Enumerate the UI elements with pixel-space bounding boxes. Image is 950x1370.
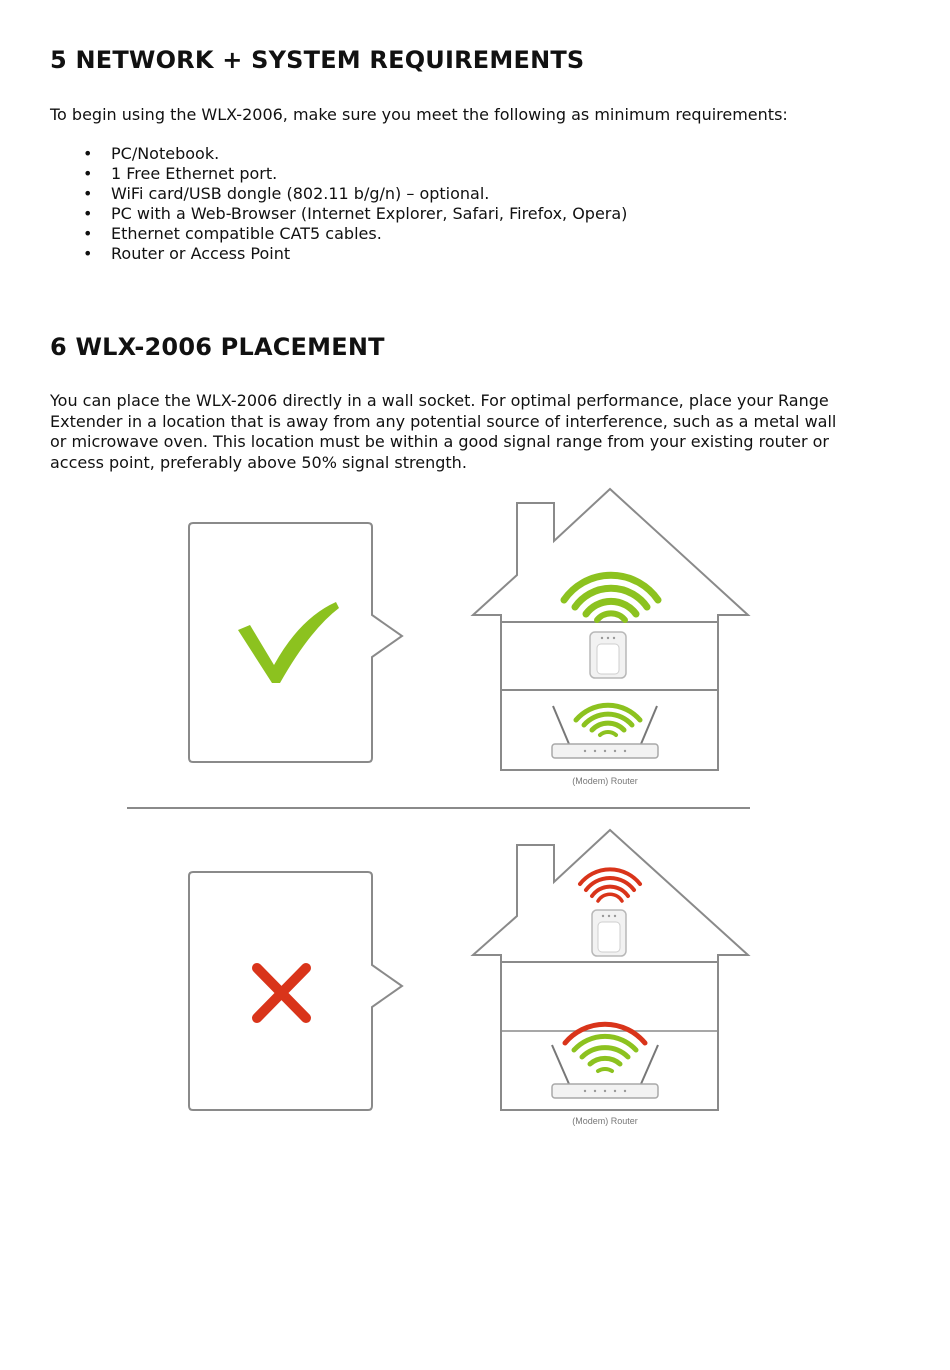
good-router-caption: (Modem) Router — [572, 776, 638, 786]
section-6-heading: 6 WLX-2006 PLACEMENT — [50, 333, 385, 361]
good-placement-illustration — [189, 489, 748, 786]
list-item: • PC/Notebook. — [50, 144, 627, 164]
bad-extender-wifi-icon — [580, 869, 640, 901]
bad-speech-bubble — [189, 872, 402, 1110]
good-extender-wifi-icon — [564, 575, 658, 620]
section-5-heading: 5 NETWORK + SYSTEM REQUIREMENTS — [50, 46, 585, 74]
list-item: • Router or Access Point — [50, 244, 627, 264]
placement-paragraph: You can place the WLX-2006 directly in a wall socket. For optimal performance, place your Range Extender in a location that is away from any potential source of interference, such as a metal wall or microwave oven. This location must be within a good signal range from your existing router or access point, preferably above 50% signal strength. — [50, 391, 837, 472]
list-item: • 1 Free Ethernet port. — [50, 164, 627, 184]
good-range-extender — [590, 632, 626, 678]
requirements-intro: To begin using the WLX-2006, make sure you meet the following as minimum requirements: — [50, 105, 788, 124]
bad-router — [552, 1045, 658, 1098]
bad-router-caption: (Modem) Router — [572, 1116, 638, 1126]
list-item: • WiFi card/USB dongle (802.11 b/g/n) – optional. — [50, 184, 627, 204]
list-item: • PC with a Web-Browser (Internet Explorer, Safari, Firefox, Opera) — [50, 204, 627, 224]
bad-range-extender — [592, 910, 626, 956]
requirements-list — [50, 144, 627, 264]
good-house-outline — [473, 489, 748, 770]
bad-placement-illustration — [189, 830, 748, 1126]
list-item: • Ethernet compatible CAT5 cables. — [50, 224, 627, 244]
good-router-wifi-icon — [576, 705, 640, 735]
placement-diagram — [0, 480, 950, 1160]
